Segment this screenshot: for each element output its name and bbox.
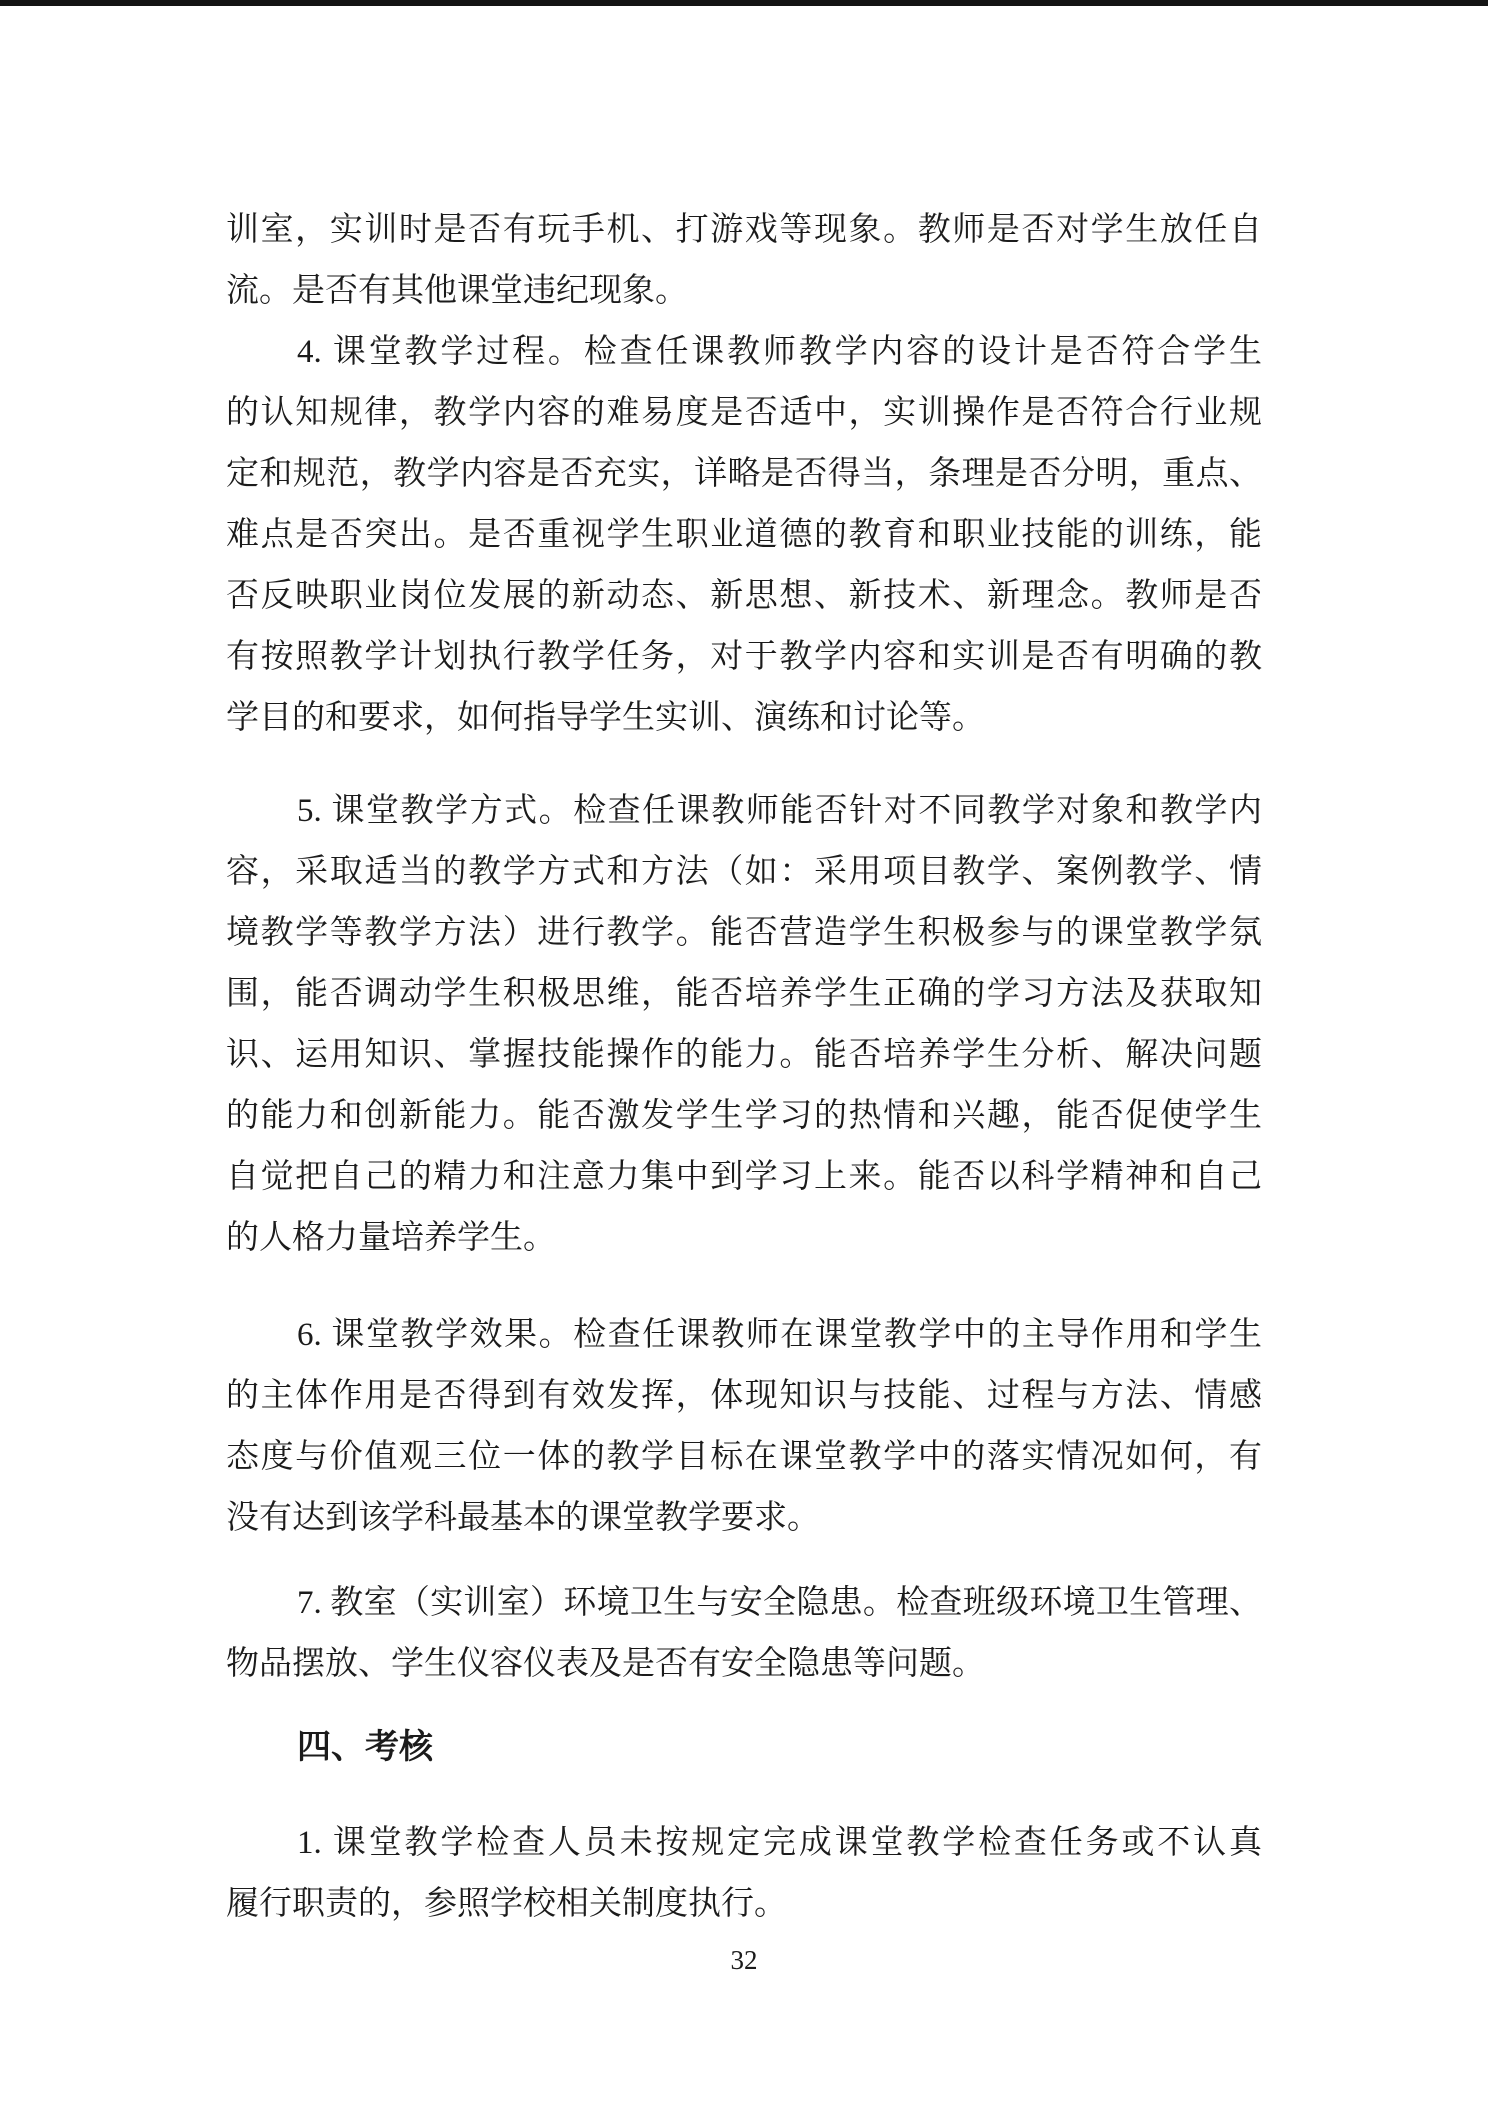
text-line: 识、运用知识、掌握技能操作的能力。能否培养学生分析、解决问题 <box>226 1037 1262 1073</box>
text-line: 的人格力量培养学生。 <box>226 1220 556 1256</box>
paragraph-continuation <box>226 200 1262 322</box>
paragraph-item-1 <box>226 1813 1262 1935</box>
top-border-bar <box>0 0 1488 6</box>
text-line: 境教学等教学方法）进行教学。能否营造学生积极参与的课堂教学氛 <box>226 915 1262 951</box>
text-line: 定和规范，教学内容是否充实，详略是否得当，条理是否分明，重点、 <box>226 456 1262 492</box>
text-line: 自觉把自己的精力和注意力集中到学习上来。能否以科学精神和自己 <box>226 1159 1262 1195</box>
text-line: 围，能否调动学生积极思维，能否培养学生正确的学习方法及获取知 <box>226 976 1262 1012</box>
text-line: 1. 课堂教学检查人员未按规定完成课堂教学检查任务或不认真 <box>297 1825 1262 1861</box>
text-line: 有按照教学计划执行教学任务，对于教学内容和实训是否有明确的教 <box>226 639 1262 675</box>
text-line: 流。是否有其他课堂违纪现象。 <box>226 273 688 309</box>
text-line: 5. 课堂教学方式。检查任课教师能否针对不同教学对象和教学内 <box>297 793 1262 829</box>
text-line: 容，采取适当的教学方式和方法（如：采用项目教学、案例教学、情 <box>226 854 1262 890</box>
text-line: 的能力和创新能力。能否激发学生学习的热情和兴趣，能否促使学生 <box>226 1098 1262 1134</box>
text-line: 难点是否突出。是否重视学生职业道德的教育和职业技能的训练，能 <box>226 517 1262 553</box>
paragraph-item-5 <box>226 781 1262 1269</box>
text-line: 态度与价值观三位一体的教学目标在课堂教学中的落实情况如何，有 <box>226 1439 1262 1475</box>
section-heading: 四、考核 <box>297 1728 433 1766</box>
text-line: 履行职责的，参照学校相关制度执行。 <box>226 1886 787 1922</box>
paragraph-item-7 <box>226 1573 1262 1695</box>
text-line: 否反映职业岗位发展的新动态、新思想、新技术、新理念。教师是否 <box>226 578 1262 614</box>
text-line: 6. 课堂教学效果。检查任课教师在课堂教学中的主导作用和学生 <box>297 1317 1262 1353</box>
page-number: 32 <box>730 1945 758 1975</box>
text-line: 学目的和要求，如何指导学生实训、演练和讨论等。 <box>226 700 985 736</box>
text-line: 的认知规律，教学内容的难易度是否适中，实训操作是否符合行业规 <box>226 395 1262 431</box>
text-line: 4. 课堂教学过程。检查任课教师教学内容的设计是否符合学生 <box>297 334 1262 370</box>
paragraph-item-6 <box>226 1305 1262 1549</box>
text-line: 的主体作用是否得到有效发挥，体现知识与技能、过程与方法、情感 <box>226 1378 1262 1414</box>
text-line: 训室，实训时是否有玩手机、打游戏等现象。教师是否对学生放任自 <box>226 212 1262 248</box>
paragraph-item-4 <box>226 322 1262 749</box>
text-line: 没有达到该学科最基本的课堂教学要求。 <box>226 1500 820 1536</box>
text-line: 物品摆放、学生仪容仪表及是否有安全隐患等问题。 <box>226 1646 985 1682</box>
text-line: 7. 教室（实训室）环境卫生与安全隐患。检查班级环境卫生管理、 <box>297 1585 1262 1621</box>
